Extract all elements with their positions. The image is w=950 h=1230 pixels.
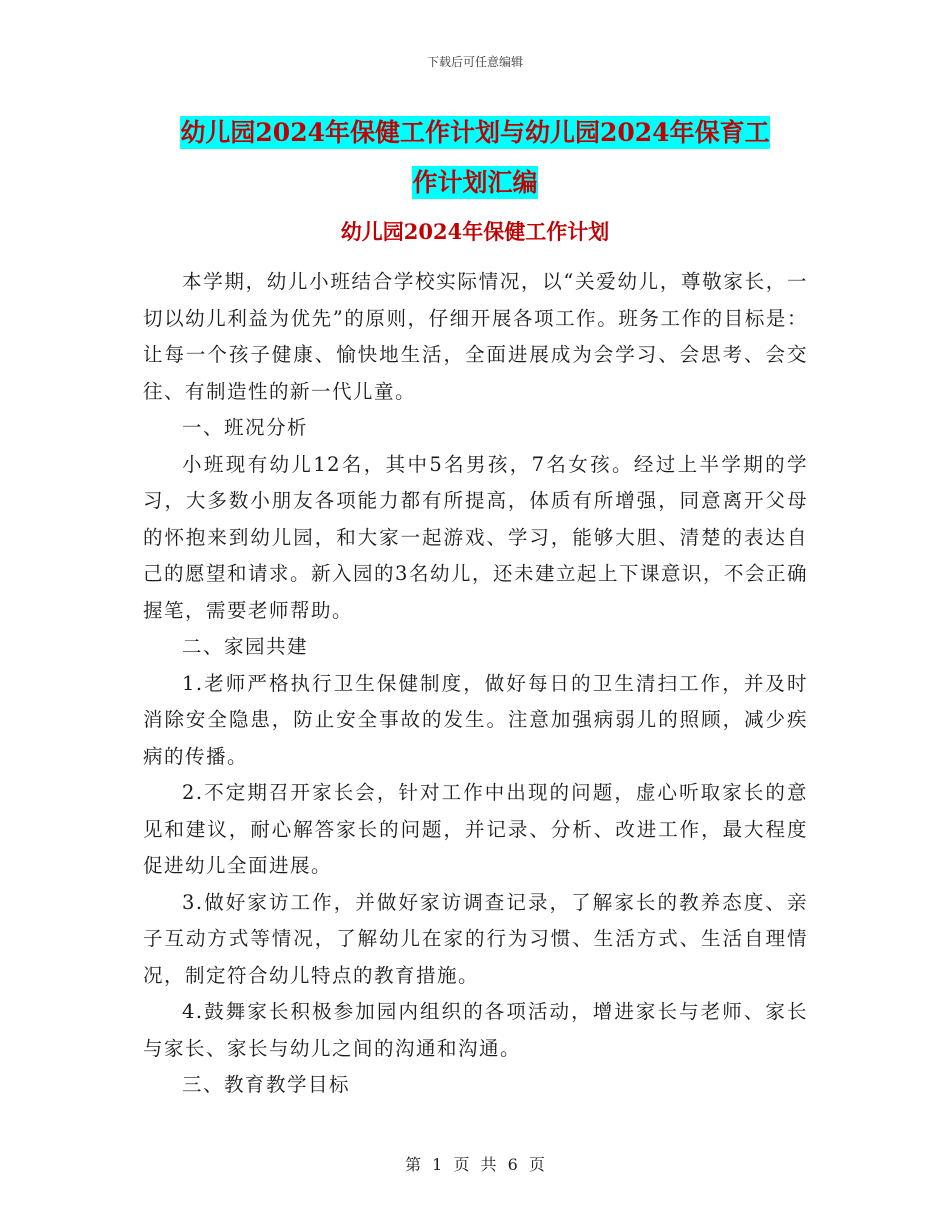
section-title: 幼儿园2024年保健工作计划 (340, 219, 610, 244)
paragraph-item-4: 4.鼓舞家长积极参加园内组织的各项活动，增进家长与老师、家长与家长、家长与幼儿之间的沟通和沟通。 (143, 1000, 808, 1060)
page-footer: 第 1 页 共 6 页 (405, 1155, 545, 1174)
heading-teaching-goals: 三、教育教学目标 (182, 1073, 351, 1096)
paragraph-item-2: 2.不定期召开家长会，针对工作中出现的问题，虚心听取家长的意见和建议，耐心解答家长的问题，并记录、分析、改进工作，最大程度促进幼儿全面进展。 (143, 781, 808, 877)
paragraph-class-analysis: 小班现有幼儿12名，其中5名男孩，7名女孩。经过上半学期的学习，大多数小朋友各项能力都有所提高，体质有所增强，同意离开父母的怀抱来到幼儿园，和大家一起游戏、学习，能够大胆、清楚的表达自己的愿望和请求。新入园的3名幼儿，还未建立起上下课意识，不会正确握笔，需要老师帮助。 (143, 452, 808, 622)
heading-home-school: 二、家园共建 (182, 635, 309, 658)
paragraph-item-1: 1.老师严格执行卫生保健制度，做好每日的卫生清扫工作，并及时消除安全隐患，防止安全事故的发生。注意加强病弱儿的照顾，减少疾病的传播。 (143, 671, 808, 768)
title-line-1: 幼儿园2024年保健工作计划与幼儿园2024年保育工 (180, 118, 770, 147)
paragraph-intro: 本学期，幼儿小班结合学校实际情况，以“关爱幼儿，尊敬家长，一切以幼儿利益为优先”的原则，仔细开展各项工作。班务工作的目标是：让每一个孩子健康、愉快地生活，全面进展成为会学习、会思考、会交往、有制造性的新一代儿童。 (143, 270, 808, 403)
paragraph-item-3: 3.做好家访工作，并做好家访调查记录，了解家长的教养态度、亲子互动方式等情况，了解幼儿在家的行为习惯、生活方式、生活自理情况，制定符合幼儿特点的教育措施。 (143, 890, 808, 987)
title-line-2: 作计划汇编 (412, 168, 538, 197)
heading-class-analysis: 一、班况分析 (182, 416, 309, 439)
document-body (143, 264, 808, 1104)
header-note: 下载后可任意编辑 (426, 55, 523, 69)
document-title (0, 108, 950, 208)
